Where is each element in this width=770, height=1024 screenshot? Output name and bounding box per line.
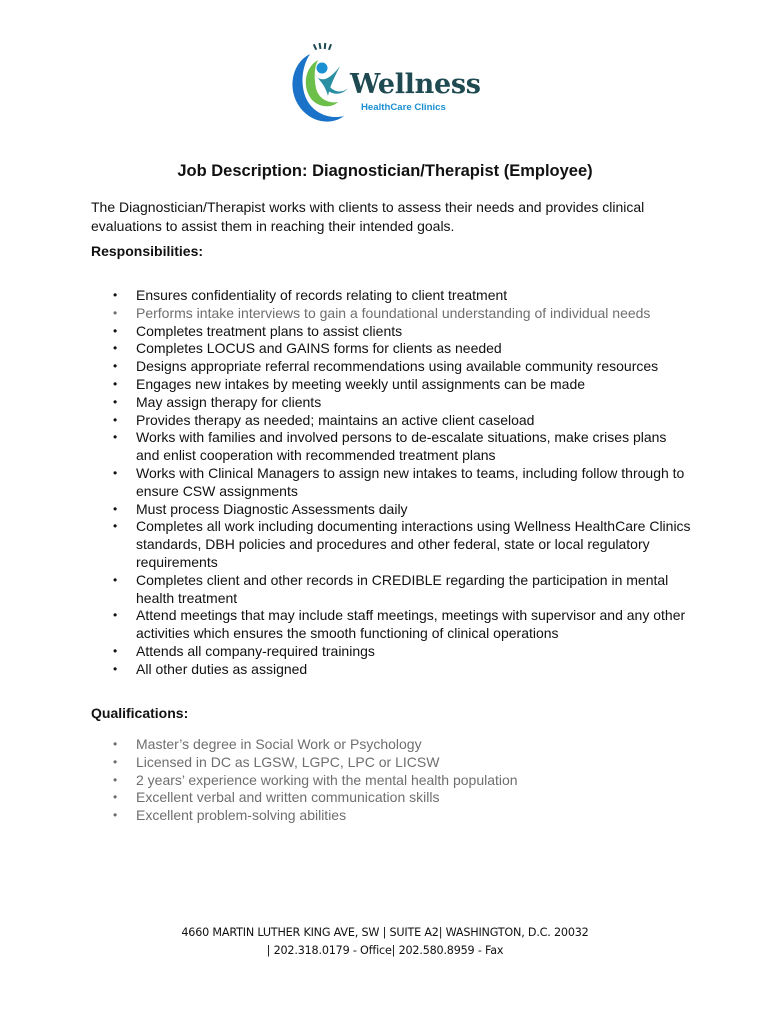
bullet-icon: •: [113, 305, 118, 320]
bullet-icon: •: [113, 661, 118, 676]
bullet-icon: •: [113, 323, 118, 338]
bullet-icon: •: [113, 754, 118, 769]
list-item: • Excellent verbal and written communication skills: [113, 789, 440, 806]
intro-paragraph: The Diagnostician/Therapist works with clients to assess their needs and provides clinical evaluations to assist them in reaching their intended goals.: [91, 199, 645, 234]
bullet-icon: •: [113, 643, 118, 658]
list-item: • Designs appropriate referral recommendations using available community resources: [113, 358, 659, 375]
responsibilities-heading: Responsibilities:: [91, 243, 204, 259]
list-item: • All other duties as assigned: [113, 660, 308, 677]
bullet-icon: •: [113, 608, 118, 623]
list-item: • Master’s degree in Social Work or Psychology: [113, 736, 422, 752]
logo-subtitle: HealthCare Clinics: [361, 102, 446, 113]
list-item: • Completes LOCUS and GAINS forms for clients as needed: [113, 340, 502, 357]
bullet-icon: •: [113, 572, 118, 587]
footer-phone: | 202.318.0179 - Office| 202.580.8959 - Fax: [266, 944, 504, 957]
list-item: • Attend meetings that may include staff meetings, meetings with supervisor and any other activities which ensures the smooth functioning of clinical operations: [113, 607, 686, 642]
list-item: • Excellent problem-solving abilities: [113, 807, 347, 824]
bullet-icon: •: [113, 288, 118, 302]
bullet-icon: •: [113, 737, 118, 751]
list-item: • Attends all company-required trainings: [113, 642, 375, 659]
bullet-icon: •: [113, 394, 118, 409]
bullet-icon: •: [113, 412, 118, 427]
bullet-icon: •: [113, 430, 118, 445]
bullet-icon: •: [113, 790, 118, 805]
page-title: Job Description: Diagnostician/Therapist (Employee): [177, 162, 593, 180]
list-item: • Completes client and other records in CREDIBLE regarding the participation in mental health treatment: [113, 571, 669, 606]
bullet-icon: •: [113, 772, 118, 787]
list-item: • Licensed in DC as LGSW, LGPC, LPC or LICSW: [113, 753, 440, 770]
logo-wordmark: Wellness: [350, 69, 481, 100]
list-item: • Works with Clinical Managers to assign new intakes to teams, including follow through to ensure CSW assignments: [113, 464, 685, 499]
list-item: • Ensures confidentiality of records relating to client treatment: [113, 287, 508, 303]
list-item: • Must process Diagnostic Assessments daily: [113, 500, 408, 517]
bullet-icon: •: [113, 465, 118, 480]
list-item: • Works with families and involved persons to de-escalate situations, make crises plans and enlist cooperation with recommended treatment plans: [113, 429, 667, 464]
list-item: • Engages new intakes by meeting weekly until assignments can be made: [113, 375, 586, 392]
bullet-icon: •: [113, 501, 118, 516]
bullet-icon: •: [113, 808, 118, 823]
bullet-icon: •: [113, 376, 118, 391]
footer-address: 4660 MARTIN LUTHER KING AVE, SW | SUITE A2| WASHINGTON, D.C. 20032: [181, 926, 589, 939]
company-logo: [284, 42, 494, 128]
bullet-icon: •: [113, 359, 118, 374]
list-item: • Provides therapy as needed; maintains an active client caseload: [113, 411, 535, 428]
bullet-icon: •: [113, 519, 118, 534]
list-item: • May assign therapy for clients: [113, 393, 322, 410]
list-item: • 2 years’ experience working with the mental health population: [113, 771, 518, 788]
list-item: • Completes all work including documenting interactions using Wellness HealthCare Clinics standards, DBH policies and procedures and other federal, state or local regulatory requirements: [113, 518, 691, 570]
qualifications-list: [91, 736, 691, 825]
list-item: • Performs intake interviews to gain a foundational understanding of individual needs: [113, 304, 651, 321]
qualifications-heading: Qualifications:: [91, 705, 189, 721]
footer-contact: [0, 924, 770, 960]
list-item: • Completes treatment plans to assist clients: [113, 322, 403, 339]
responsibilities-list: [91, 287, 691, 679]
bullet-icon: •: [113, 341, 118, 356]
